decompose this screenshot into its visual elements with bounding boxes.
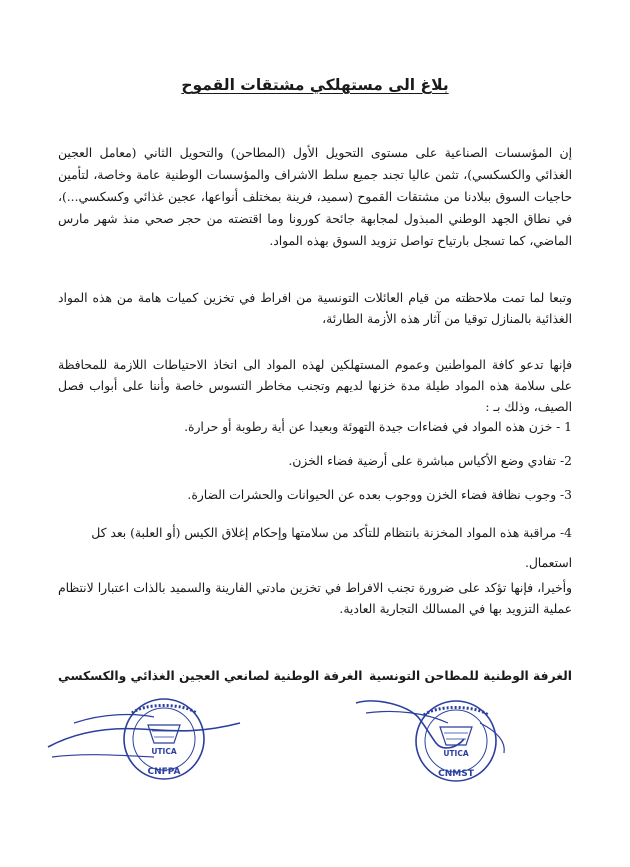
list-item: 2- تفادي وضع الأكياس مباشرة على أرضية فضاء الخزن. xyxy=(288,454,572,468)
stamp-code-text: CNMST xyxy=(438,769,474,779)
observation-paragraph: وتبعا لما تمت ملاحظته من قيام العائلات التونسية من افراط في تخزين كميات هامة من هذه المواد الغذائية بالمنازل توقيا من آثار هذه الأزمة الطارئة، xyxy=(58,291,572,326)
stamp-org-text: UTICA xyxy=(151,747,177,756)
cnmst-stamp xyxy=(356,683,556,793)
list-item: 1 - خزن هذه المواد في فضاءات جيدة التهوئة وبعيدا عن أية رطوبة أو حرارة. xyxy=(184,420,572,434)
intro-paragraph: إن المؤسسات الصناعية على مستوى التحويل الأول (المطاحن) والتحويل الثاني (معامل العجين الغذائي والكسكسي)، تثمن عاليا تجند جميع سلط الاشراف والمؤسسات الوطنية عامة وخاصة، لتأمين حاجيات السوق ببلادنا من مشتقات القموح (سميد، فرينة بمختلف أنواعها، عجين غذائي وكسكسي...)، في نطاق الجهد الوطني المبذول لمجابهة جائحة كورونا وما اقتضته من حجر صحي منذ شهر مارس الماضي، كما تسجل بارتياح تواصل تزويد السوق بهذه المواد. xyxy=(58,146,572,248)
signature-mills-chamber: الغرفة الوطنية للمطاحن التونسية xyxy=(369,669,572,683)
page-title: بلاغ الى مستهلكي مشتقات القموح xyxy=(181,76,449,94)
call-paragraph: فإنها تدعو كافة المواطنين وعموم المستهلكين لهذه المواد الى اتخاذ الاحتياطات اللازمة للمحافظة على سلامة هذه المواد طيلة مدة خزنها لديهم وتجنب مخاطر التسوس خاصة وأننا على أبواب فصل الصيف، وذلك بـ : xyxy=(58,358,572,414)
stamp-org-text: UTICA xyxy=(443,749,469,758)
list-item: 4- مراقبة هذه المواد المخزنة بانتظام للتأكد من سلامتها وإحكام إغلاق الكيس (أو العلبة) بعد كل استعمال. xyxy=(91,526,572,570)
cnfpa-stamp xyxy=(44,683,244,793)
list-item: 3- وجوب نظافة فضاء الخزن ووجوب بعده عن الحيوانات والحشرات الضارة. xyxy=(187,488,572,502)
signature-pasta-chamber: الغرفة الوطنية لصانعي العجين الغذائي والكسكسي xyxy=(58,669,363,683)
stamp-code-text: CNFPA xyxy=(147,767,181,777)
closing-paragraph: وأخيرا، فإنها تؤكد على ضرورة تجنب الافراط في تخزين مادتي الفارينة والسميد بالذات اعتبارا لانتظام عملية التزويد بها في المسالك التجارية العادية. xyxy=(58,581,572,616)
